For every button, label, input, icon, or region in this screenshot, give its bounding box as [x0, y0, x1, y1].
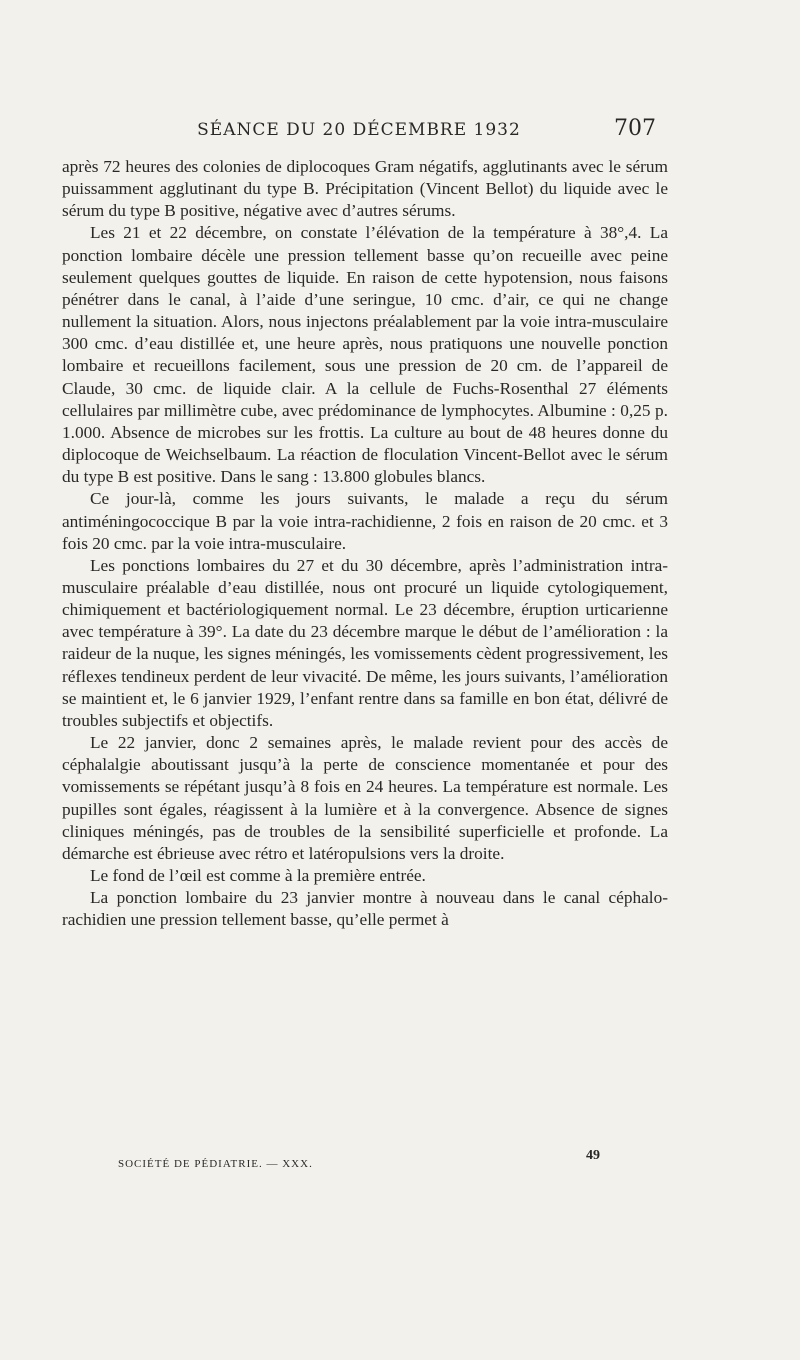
body-text [62, 156, 668, 931]
paragraph-continuation: après 72 heures des colonies de diplocoques Gram négatifs, agglutinants avec le sérum puissamment agglutinant du type B. Précipitation (Vincent Bellot) du liquide avec le sérum du type B positive, négative avec d’autres sérums. [62, 157, 668, 221]
paragraph: Ce jour-là, comme les jours suivants, le malade a reçu du sérum antiméningococcique B par la voie intra-rachidienne, 2 fois en raison de 20 cmc. et 3 fois 20 cmc. par la voie intra-musculaire. [62, 489, 668, 553]
paragraph: Le fond de l’œil est comme à la première entrée. [90, 866, 426, 885]
paragraph: Les ponctions lombaires du 27 et du 30 décembre, après l’administration intra-musculaire préalable d’eau distillée, nous ont procuré un liquide cytologiquement, chimiquement et bactériologiquement normal. Le 23 décembre, éruption urticarienne avec température à 39°. La date du 23 décembre marque le début de l’amélioration : la raideur de la nuque, les signes méningés, les vomissements cèdent progressivement, les réflexes tendineux perdent de leur vivacité. De même, les jours suivants, l’amélioration se maintient et, le 6 janvier 1929, l’enfant rentre dans sa famille en bon état, délivré de troubles subjectifs et objectifs. [62, 555, 668, 730]
running-title: SÉANCE DU 20 DÉCEMBRE 1932 [197, 120, 521, 140]
running-head [62, 116, 656, 146]
paragraph: Le 22 janvier, donc 2 semaines après, le malade revient pour des accès de céphalalgie aboutissant jusqu’à la perte de conscience momentanée et pour des vomissements se répétant jusqu’à 8 fois en 24 heures. La température est normale. Les pupilles sont égales, réagissent à la lumière et à la convergence. Absence de signes cliniques méningés, pas de troubles de la sensibilité superficielle et profonde. La démarche est ébrieuse avec rétro et latéropulsions vers la droite. [62, 733, 668, 863]
journal-footer: SOCIÉTÉ DE PÉDIATRIE. — XXX. [118, 1158, 313, 1170]
paragraph: Les 21 et 22 décembre, on constate l’élévation de la température à 38°,4. La ponction lombaire décèle une pression tellement basse qu’on recueille avec peine seulement quelques gouttes de liquide. En raison de cette hypotension, nous faisons pénétrer dans le canal, à l’aide d’une seringue, 10 cmc. d’air, ce qui ne change nullement la situation. Alors, nous injectons préalablement par la voie intra-musculaire 300 cmc. d’eau distillée et, une heure après, nous pratiquons une nouvelle ponction lombaire et recueillons facilement, sous une pression de 20 cm. de l’appareil de Claude, 30 cmc. de liquide clair. A la cellule de Fuchs-Rosenthal 27 éléments cellulaires par millimètre cube, avec prédominance de lymphocytes. Albumine : 0,25 p. 1.000. Absence de microbes sur les frottis. La culture au bout de 48 heures donne du diplocoque de Weichselbaum. La réaction de floculation Vincent-Bellot avec le sérum du type B est positive. Dans le sang : 13.800 globules blancs. [62, 223, 668, 487]
paragraph: La ponction lombaire du 23 janvier montre à nouveau dans le canal céphalo-rachidien une pression tellement basse, qu’elle permet à [62, 888, 668, 930]
page-number: 707 [614, 116, 656, 141]
signature-mark: 49 [586, 1148, 600, 1163]
page-footer [118, 1148, 638, 1178]
